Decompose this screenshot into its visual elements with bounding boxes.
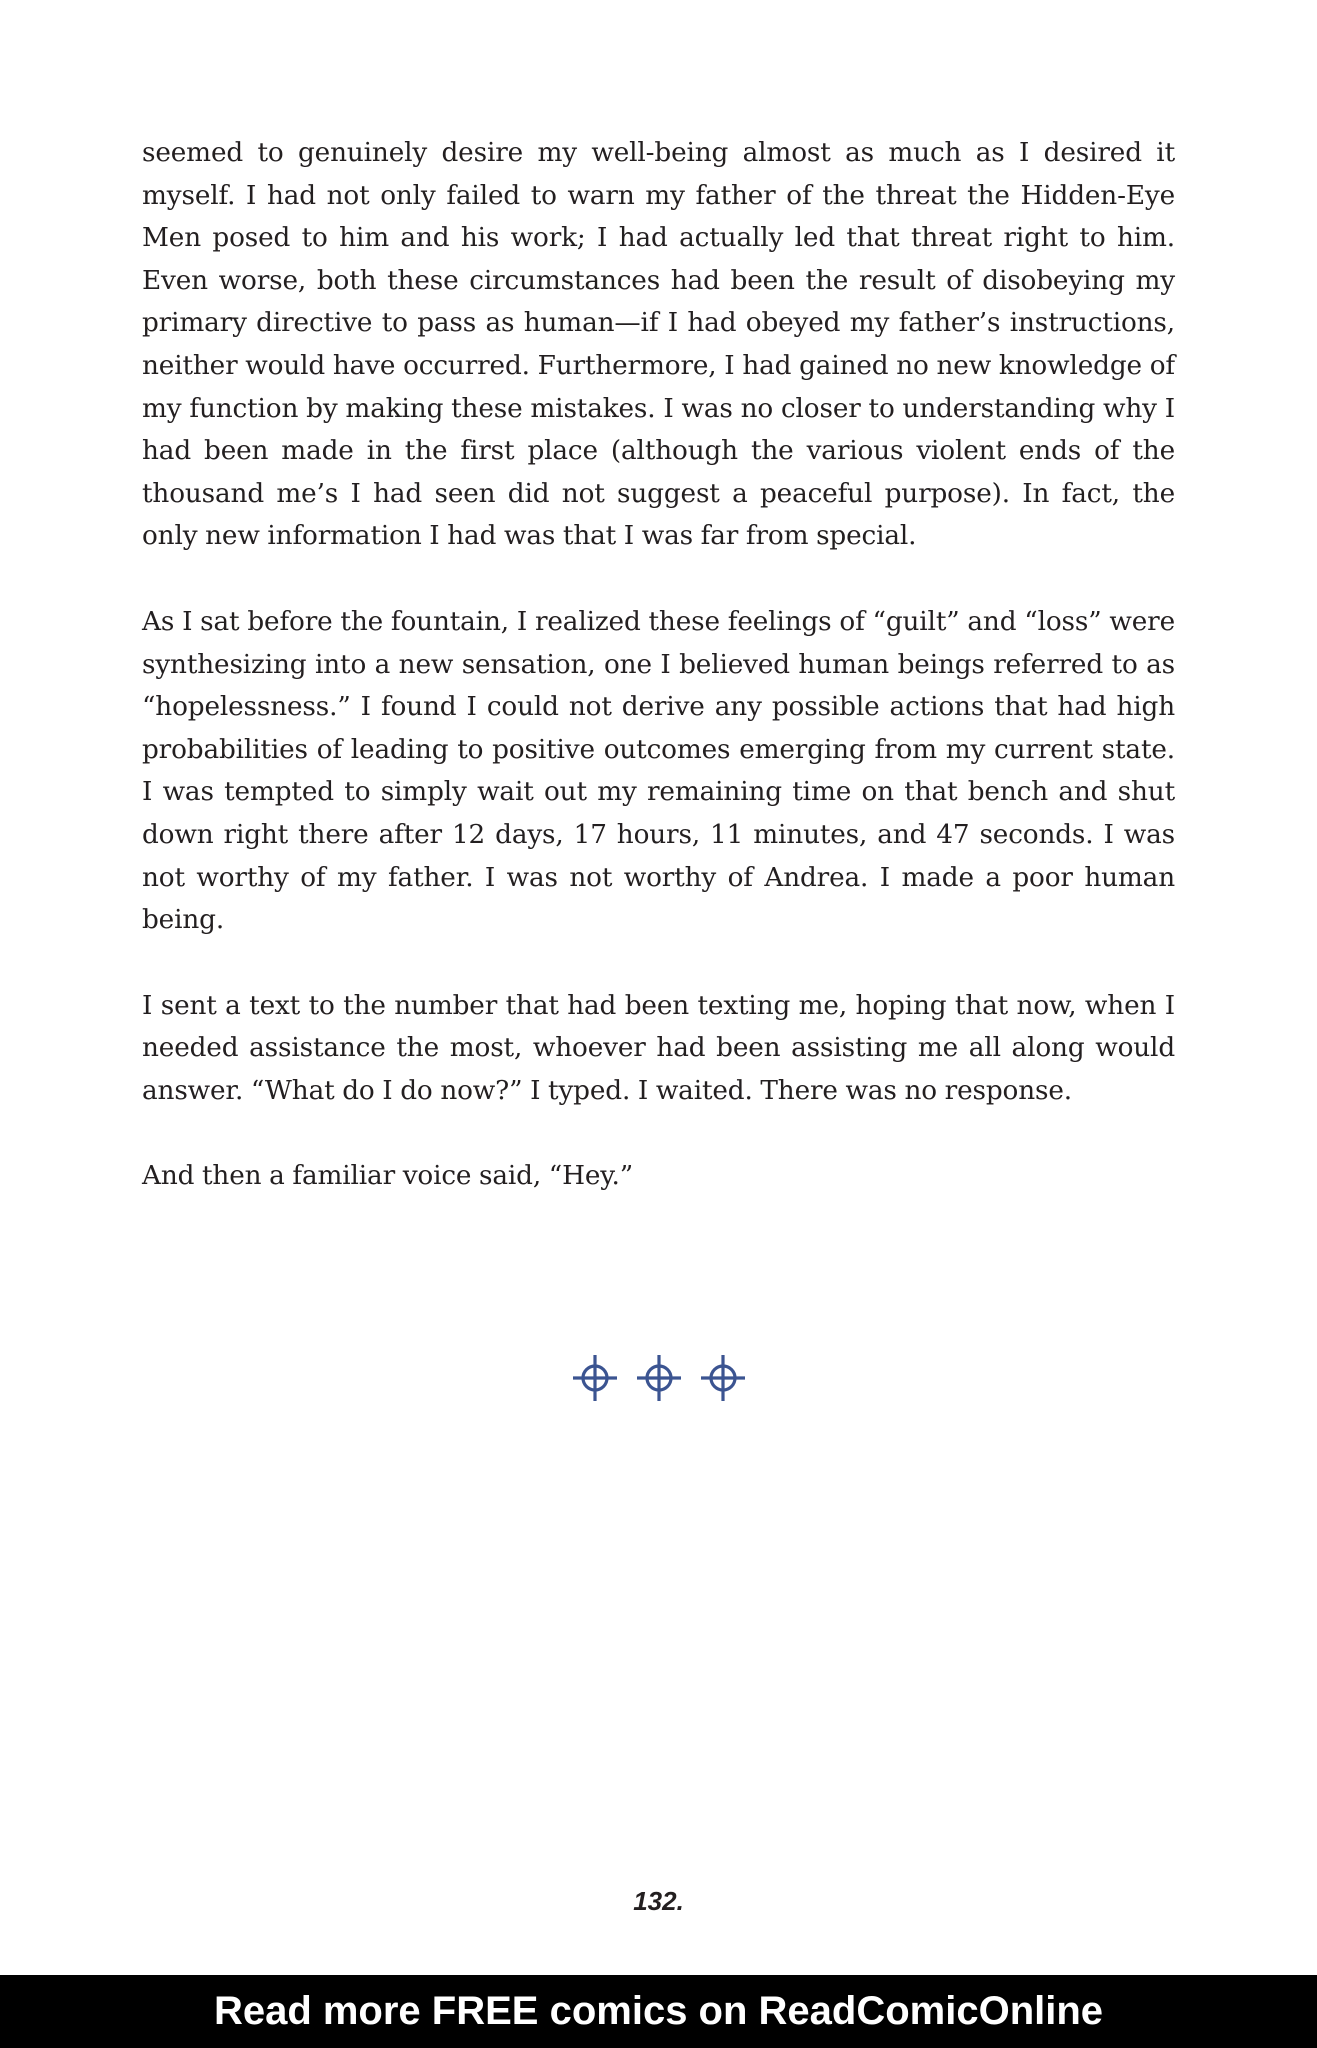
page-number: 132. <box>633 1886 684 1916</box>
crosshair-icon <box>701 1355 745 1401</box>
paragraph: I sent a text to the number that had been texting me, hoping that now, when I needed assistance the most, whoever had been assisting me all along would answer. “What do I do now?” I typed. I waited. There was no response. <box>142 990 1175 1106</box>
promo-banner-text[interactable]: Read more FREE comics on ReadComicOnline <box>213 1989 1104 2033</box>
crosshair-icon <box>573 1355 617 1401</box>
crosshair-icon <box>637 1355 681 1401</box>
paragraph: seemed to genuinely desire my well-being almost as much as I desired it myself. I had not only failed to warn my father of the threat the Hidden-Eye Men posed to him and his work; I had actually led that threat right to him. Even worse, both these circumstances had been the result of disobeying my primary directive to pass as human—if I had obeyed my father’s instructions, neither would have occurred. Furthermore, I had gained no new knowledge of my function by making these mistakes. I was no closer to understanding why I had been made in the first place (although the various violent ends of the thousand me’s I had seen did not suggest a peaceful purpose). In fact, the only new information I had was that I was far from special. <box>142 138 1175 552</box>
paragraph: And then a familiar voice said, “Hey.” <box>142 1161 633 1192</box>
paragraph: As I sat before the fountain, I realized these feelings of “guilt” and “loss” were synthesizing into a new sensation, one I believed human beings referred to as “hopelessness.” I found I could not derive any possible actions that had high probabilities of leading to positive outcomes emerging from my current state. I was tempted to simply wait out my remaining time on that bench and shut down right there after 12 days, 17 hours, 11 minutes, and 47 seconds. I was not worthy of my father. I was not worthy of Andrea. I made a poor human being. <box>142 606 1175 936</box>
body-text <box>142 132 1175 1198</box>
section-separator <box>0 1355 1317 1401</box>
promo-banner[interactable] <box>0 1975 1317 2048</box>
